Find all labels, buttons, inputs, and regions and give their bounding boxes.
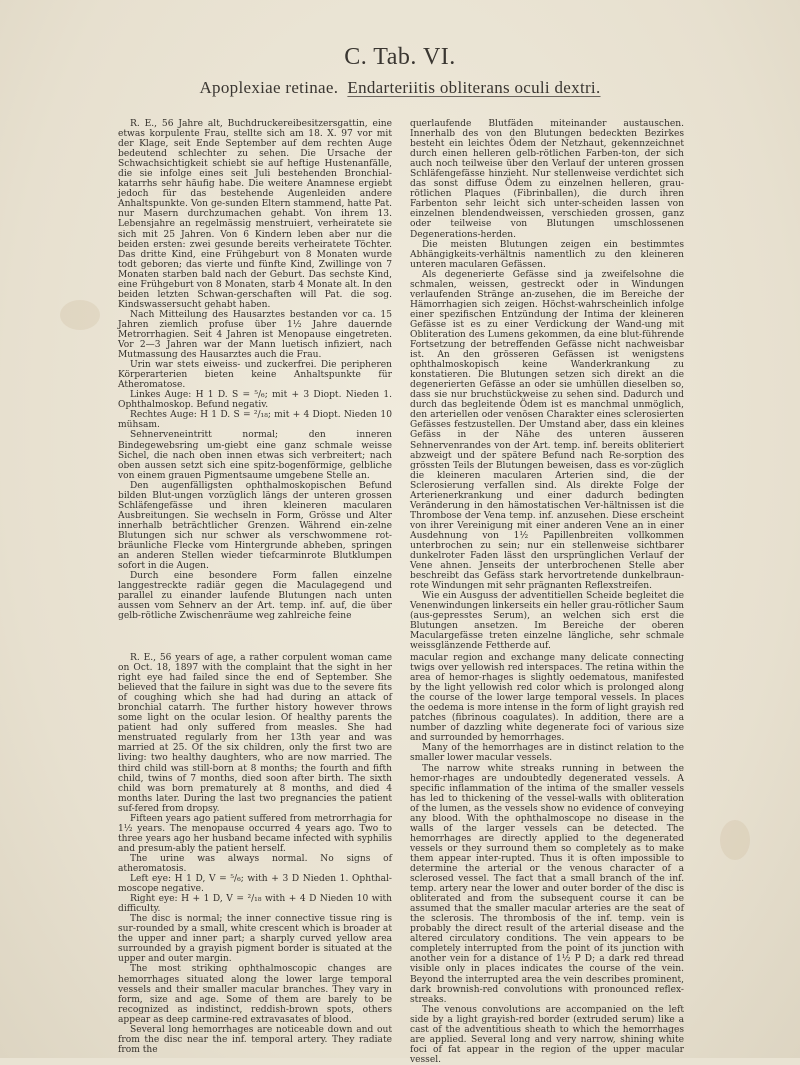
paragraph: The most striking ophthalmoscopic changes are hemorrhages situated along the lower large temporal vessels and their smaller macular branches. They vary in form, size and age. Some of them are barely to be recognized as indistinct, reddish-brown spots, others appear as deep carmine-red extravasates of blood. <box>118 964 392 1025</box>
paragraph: Nach Mitteilung des Hausarztes bestanden vor ca. 15 Jahren ziemlich profuse über 1½ Jahre dauernde Metrorrhagien. Seit 4 Jahren ist Menopause eingetreten. Vor 2—3 Jahren war der Mann luetisch infiziert, nach Mutmassung des Hausarztes auch die Frau. <box>118 309 392 361</box>
paragraph: The urine was always normal. No signs of atheromatosis. <box>118 853 392 874</box>
plate-subtitle <box>0 78 800 98</box>
english-text-right-column <box>410 653 684 1065</box>
paragraph: Die meisten Blutungen zeigen ein bestimmtes Abhängigkeits-verhältnis namentlich zu den kleineren unteren macularen Gefässen. <box>410 239 684 270</box>
paper-stain <box>60 300 100 330</box>
paragraph: Den augenfälligsten ophthalmoskopischen Befund bilden Blut-ungen vorzüglich längs der unteren grossen Schläfengefässe und ihren kleineren macularen Ausbreitungen. Sie wechseln in Form, Grösse und Alter innerhalb beträchtlicher Grenzen. Während ein-zelne Blutungen sich nur schwer als verschwommene rot-bräunliche Flecke vom Hintergrunde abheben, springen an anderen Stellen wieder tiefcarminrote Blutklumpen sofort in die Augen. <box>118 480 392 572</box>
paragraph: R. E., 56 Jahre alt, Buchdruckereibesitzersgattin, eine etwas korpulente Frau, stellte sich am 18. X. 97 vor mit der Klage, seit Ende September auf dem rechten Auge bedeutend schlechter zu sehen. Die Ursache der Schwachsichtigkeit schiebt sie auf heftige Hustenanfälle, die sie infolge eines seit Juli bestehenden Bronchial-katarrhs sehr häufig habe. Die weitere Anamnese ergiebt jedoch für das bestehende Augenleiden andere Anhaltspunkte. Von ge-sunden Eltern stammend, hatte Pat. nur Masern durchzumachen gehabt. Von ihrem 13. Lebensjahre an regelmässig menstruiert, verheiratete sie sich mit 25 Jahren. Von 6 Kindern leben aber nur die beiden ersten: zwei gesunde bereits verheiratete Töchter. Das dritte Kind, eine Frühgeburt von 8 Monaten wurde todt geboren; das vierte und fünfte Kind, Zwillinge von 7 Monaten starben bald nach der Geburt. Das sechste Kind, eine Frühgeburt von 8 Monaten, starb 4 Monate alt. In den beiden letzten Schwan-gerschaften will Pat. die sog. Kindswassersucht gehabt haben. <box>118 119 392 310</box>
paragraph: Linkes Auge: H 1 D. S = ⁵/₆; mit + 3 Diopt. Nieden 1. Ophthalmoskop. Befund negativ. <box>118 390 392 411</box>
paragraph: querlaufende Blutfäden miteinander austauschen. Innerhalb des von den Blutungen bedeckten Bezirkes besteht ein leichtes Ödem der Netzhaut, gekennzeichnet durch einen helleren gelb-rötlichen Farben-ton, der sich auch noch teilweise über den Verlauf der unteren grossen Schläfengefässe hinzieht. Nur stellenweise verdichtet sich das sonst diffuse Ödem zu einzelnen helleren, grau-rötlichen Plaques (Fibrinballen), die durch ihren Farbenton sehr leicht sich unter-scheiden lassen von einzelnen blendendweissen, verschieden grossen, ganz oder teilweise von Blutungen umschlossenen Degenerations-herden. <box>410 119 684 240</box>
english-text-left-column <box>118 653 392 1055</box>
paragraph: Rechtes Auge: H 1 D. S = ²/₁₈; mit + 4 Diopt. Nieden 10 mühsam. <box>118 410 392 431</box>
paragraph: macular region and exchange many delicate connecting twigs over yellowish red interspaces. The retina within the area of hemor-rhages is slightly oedematous, manifested by the light yellowish red color which is prolonged along the course of the lower large temporal vessels. In places the oedema is more intense in the form of light grayish red patches (fibrinous coagulates). In addition, there are a number of dazzling white degenerate foci of various size and surrounded by hemorrhages. <box>410 653 684 744</box>
paragraph: R. E., 56 years of age, a rather corpulent woman came on Oct. 18, 1897 with the complaint that the sight in her right eye had failed since the end of September. She believed that the failure in sight was due to the severe fits of coughing which she had had during an attack of bronchial catarrh. The further history however throws some light on the ocular lesion. Of healthy parents the patient had only suffered from measles. She had menstruated regularly from her 13th year and was married at 25. Of the six children, only the first two are living: two healthy daughters, who are now married. The third child was still-born at 8 months; the fourth and fifth child, twins of 7 months, died soon after birth. The sixth child was born prematurely at 8 months, and died 4 months later. During the last two pregnancies the patient suf-fered from dropsy. <box>118 653 392 814</box>
paragraph: The venous convolutions are accompanied on the left side by a light grayish-red border (extruded serum) like a cast of the adventitious sheath to which the hemorrhages are applied. Several long and very narrow, shining white foci of fat appear in the region of the upper macular vessel. <box>410 1004 684 1065</box>
paragraph: Left eye: H 1 D, V = ⁵/₆; with + 3 D Nieden 1. Ophthal-moscope negative. <box>118 874 392 895</box>
paper-stain <box>720 820 750 860</box>
paragraph: The narrow white streaks running in between the hemor-rhages are undoubtedly degenerated vessels. A specific inflammation of the intima of the smaller vessels has led to thickening of the vessel-walls with obliteration of the lumen, as the vessels show no evidence of conveying any blood. With the ophthalmoscope no disease in the walls of the larger vessels can be detected. The hemorrhages are directly applied to the degenerated vessels or they surround them so completely as to make them appear inter-rupted. Thus it is often impossible to determine the arterial or the venous character of a sclerosed vessel. The fact that a small branch of the inf. temp. artery near the lower and outer border of the disc is obliterated and from the subsequent course it can be assumed that the smaller macular arteries are the seat of the sclerosis. The thrombosis of the inf. temp. vein is probably the direct result of the arterial disease and the altered circulatory conditions. The vein appears to be completely interrupted from the point of its junction with another vein for a distance of 1½ P D; a dark red thread visible only in places indicates the course of the vein. Beyond the interrupted area the vein describes prominent, dark brownish-red convolutions with pronounced reflex-streaks. <box>410 763 684 1005</box>
paragraph: Several long hemorrhages are noticeable down and out from the disc near the inf. temporal artery. They radiate from the <box>118 1024 392 1055</box>
paragraph: Durch eine besondere Form fallen einzelne langgestreckte radiär gegen die Maculagegend und parallel zu einander laufende Blutungen nach unten aussen vom Sehnerv an der Art. temp. inf. auf, die über gelb-rötliche Zwischenräume weg zahlreiche feine <box>118 571 392 622</box>
paragraph: The disc is normal; the inner connective tissue ring is sur-rounded by a small, white crescent which is broader at the upper and inner part; a sharply curved yellow area surrounded by a grayish pigment border is situated at the upper and outer margin. <box>118 914 392 965</box>
paragraph: Sehnerveneintritt normal; den inneren Bindegewebsring um-giebt eine ganz schmale weisse Sichel, die nach oben innen etwas sich verbreitert; nach oben aussen setzt sich eine spitz-bogenförmige, gelbliche von einem grauen Pigmentsaume umgebene Stelle an. <box>118 430 392 481</box>
paragraph: Right eye: H + 1 D, V = ²/₁₈ with + 4 D Nieden 10 with difficulty. <box>118 894 392 915</box>
paragraph: Fifteen years ago patient suffered from metrorrhagia for 1½ years. The menopause occurred 4 years ago. Two to three years ago her husband became infected with syphilis and presum-ably the patient herself. <box>118 813 392 854</box>
paragraph: Als degenerierte Gefässe sind ja zweifelsohne die schmalen, weissen, gestreckt oder in Windungen verlaufenden Stränge an-zusehen, die im Bereiche der Hämorrhagien sich zeigen. Höchst-wahrscheinlich infolge einer spezifischen Entzündung der Intima der kleineren Gefässe ist es zu einer Verdickung der Wand-ung mit Obliteration des Lumens gekommen, da eine blut-führende Fortsetzung der betreffenden Gefässe nicht nachweisbar ist. An den grösseren Gefässen ist wenigstens ophthalmoskopisch keine Wanderkrankung zu konstatieren. Die Blutungen setzen sich direkt an die degenerierten Gefässe an oder sie umhüllen dieselben so, dass sie nur bruchstückweise zu sehen sind. Dadurch und durch das begleitende Ödem ist es manchmal unmöglich, den arteriellen oder venösen Charakter eines sclerosierten Gefässes festzustellen. Der Umstand aber, dass ein kleines Gefäss in der Nähe des unteren äusseren Sehnervenrandes von der Art. temp. inf. bereits obliteriert abzweigt und der spätere Befund nach Re-sorption des grössten Teils der Blutungen beweisen, dass es vor-züglich die kleineren macularen Arterien sind, die der Sclerosierung verfallen sind. Als direkte Folge der Arterienerkrankung und einer dadurch bedingten Veränderung in den hämostatischen Ver-hältnissen ist die Thrombose der Vena temp. inf. anzusehen. Diese erscheint von ihrer Vereinigung mit einer anderen Vene an in einer Ausdehnung von 1½ Papillenbreiten vollkommen unterbrochen zu sein; nur ein stellenweise sichtbarer dunkelroter Faden lässt den ursprünglichen Verlauf der Vene ahnen. Jenseits der unterbrochenen Stelle aber beschreibt das Gefäss stark hervortretende dunkelbraun-rote Windungen mit sehr prägnanten Reflexstreifen. <box>410 269 684 592</box>
paragraph: Wie ein Ausguss der adventitiellen Scheide begleitet die Venenwindungen linkerseits ein heller grau-rötlicher Saum (aus-gepresstes Serum), an welchen sich erst die Blutungen ansetzen. Im Bereiche der oberen Maculargefässe treten einzelne längliche, sehr schmale weissglänzende Fettherde auf. <box>410 591 684 652</box>
paragraph: Urin war stets eiweiss- und zuckerfrei. Die peripheren Körperarterien bieten keine Anhaltspunkte für Atheromatose. <box>118 360 392 391</box>
subtitle-diagnosis: Endarteriitis obliterans oculi dextri. <box>347 78 601 97</box>
plate-title: C. Tab. VI. <box>344 44 456 70</box>
german-text-left-column <box>118 119 392 622</box>
german-text-right-column <box>410 119 684 652</box>
paragraph: Many of the hemorrhages are in distinct relation to the smaller lower macular vessels. <box>410 743 684 764</box>
subtitle-main: Apoplexiae retinae. <box>199 78 339 97</box>
